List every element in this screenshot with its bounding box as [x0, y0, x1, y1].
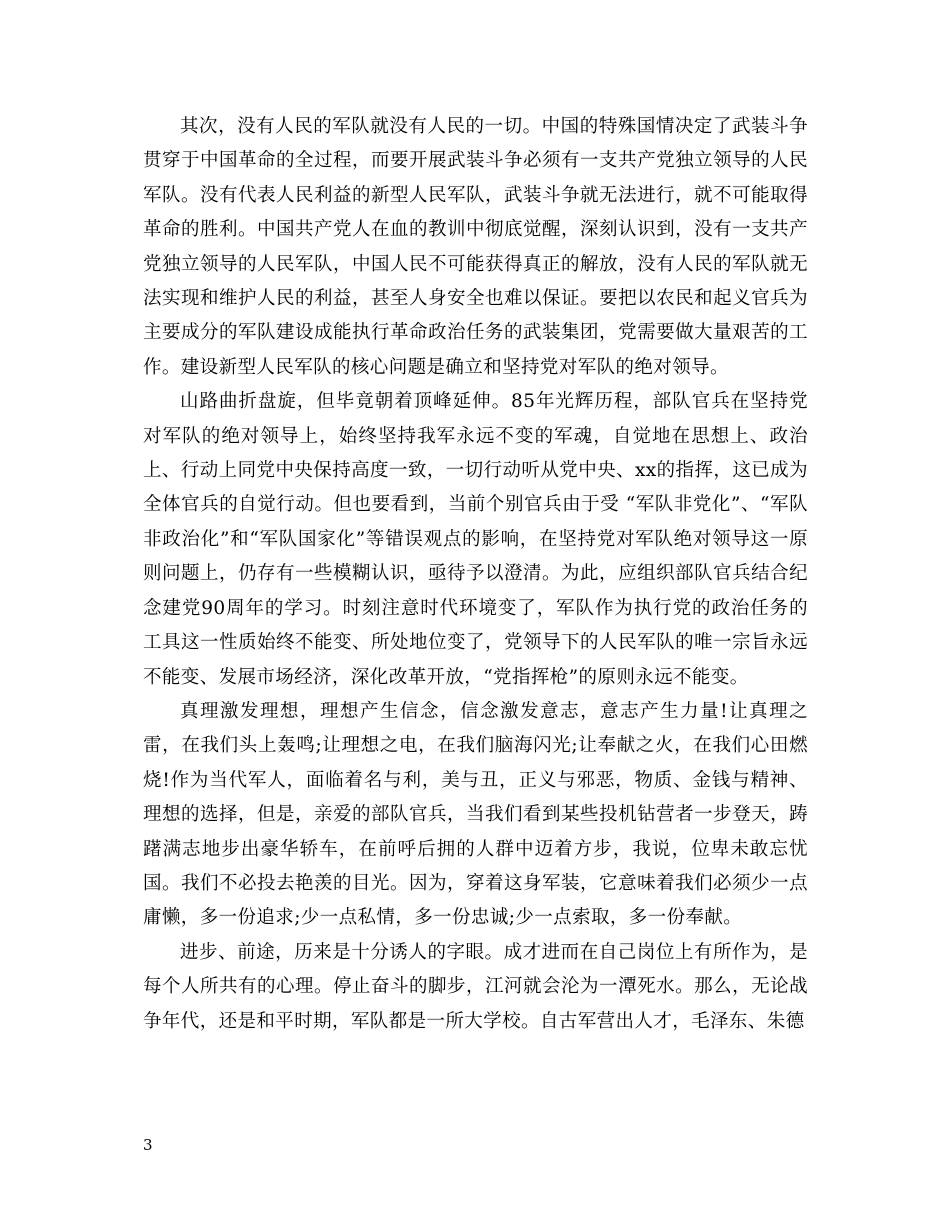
paragraph-1: 其次，没有人民的军队就没有人民的一切。中国的特殊国情决定了武装斗争贯穿于中国革命的全过程，而要开展武装斗争必须有一支共产党独立领导的人民军队。没有代表人民利益的新型人民军队，武装斗争就无法进行，就不可能取得革命的胜利。中国共产党人在血的教训中彻底觉醒，深刻认识到，没有一支共产党独立领导的人民军队，中国人民不可能获得真正的解放，没有人民的军队就无法实现和维护人民的利益，甚至人身安全也难以保证。要把以农民和起义官兵为主要成分的军队建设成能执行革命政治任务的武装集团，党需要做大量艰苦的工作。建设新型人民军队的核心问题是确立和坚持党对军队的绝对领导。 [143, 116, 808, 378]
paragraph-4: 进步、前途，历来是十分诱人的字眼。成才进而在自己岗位上有所作为，是每个人所共有的心理。停止奋斗的脚步，江河就会沦为一潭死水。那么，无论战争年代，还是和平时期，军队都是一所大学校。自古军营出人才，毛泽东、朱德 [143, 941, 808, 1032]
paragraph-3: 真理激发理想，理想产生信念，信念激发意志，意志产生力量!让真理之雷，在我们头上轰鸣;让理想之电，在我们脑海闪光;让奉献之火，在我们心田燃烧!作为当代军人，面临着名与利，美与丑，正义与邪恶，物质、金钱与精神、理想的选择，但是，亲爱的部队官兵，当我们看到某些投机钻营者一步登天，踌躇满志地步出豪华轿车，在前呼后拥的人群中迈着方步，我说，位卑未敢忘忧国。我们不必投去艳羡的目光。因为，穿着这身军装，它意味着我们必须少一点庸懒，多一份追求;少一点私情，多一份忠诚;少一点索取，多一份奉献。 [143, 700, 808, 929]
document-body [143, 110, 808, 1039]
paragraph-2: 山路曲折盘旋，但毕竟朝着顶峰延伸。85年光辉历程，部队官兵在坚持党对军队的绝对领导上，始终坚持我军永远不变的军魂，自觉地在思想上、政治上、行动上同党中央保持高度一致，一切行动听从党中央、xx的指挥，这已成为全体官兵的自觉行动。但也要看到，当前个别官兵由于受 “军队非党化”、“军队非政治化”和“军队国家化”等错误观点的影响，在坚持党对军队绝对领导这一原则问题上，仍存有一些模糊认识，亟待予以澄清。为此，应组织部队官兵结合纪念建党90周年的学习。时刻注意时代环境变了，军队作为执行党的政治任务的工具这一性质始终不能变、所处地位变了，党领导下的人民军队的唯一宗旨永远不能变、发展市场经济，深化改革开放，“党指挥枪”的原则永远不能变。 [143, 391, 808, 688]
page-number: 3 [143, 1136, 153, 1154]
